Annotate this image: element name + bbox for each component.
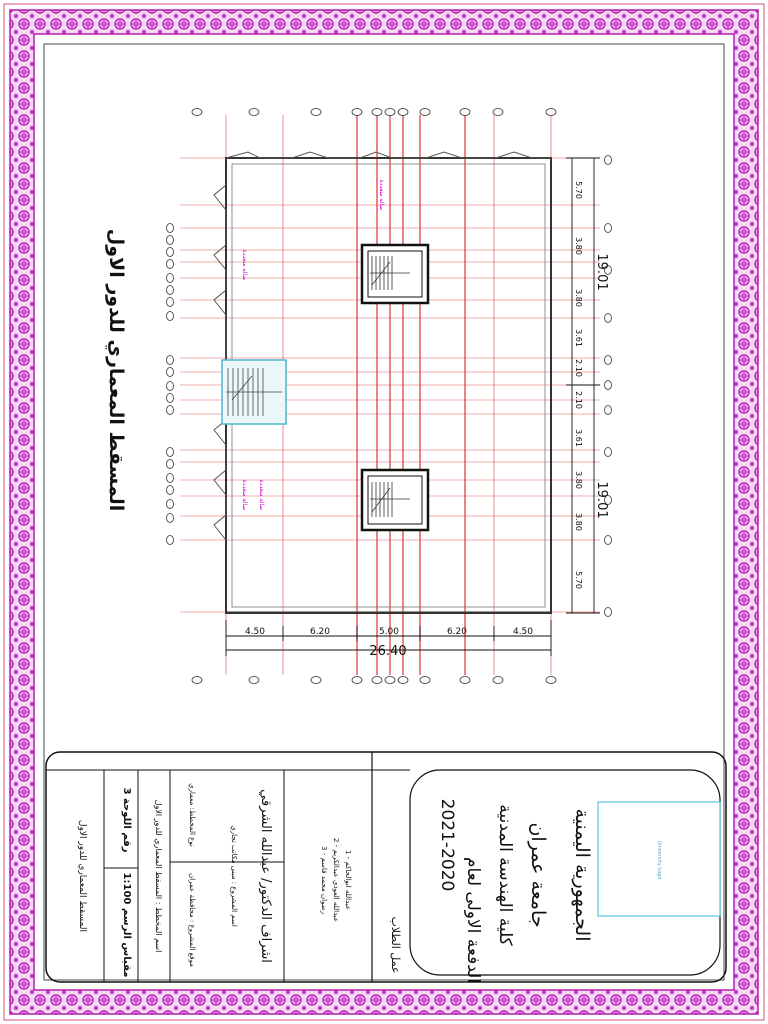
dim-right-span: 2.10 [574,359,583,377]
grid-bubble-right [605,448,612,457]
stair-core-upper [362,245,428,303]
grid-bubble-top [420,109,430,116]
stair-core-lower [362,470,428,530]
drawing-name: اسم المخطط : المسقط المعماري للدور الاول [154,799,163,953]
grid-bubble-bottom [460,677,470,684]
grid-bubble-left [167,460,174,469]
grid-bubble-top [385,109,395,116]
supervisor: اشراف الدكتور/ عبدالله الشرقي [258,789,273,963]
student-1: 1 - عبدالله ابوالحاكم [344,849,352,911]
grid-bubble-right [605,381,612,390]
grid-bubble-bottom [493,677,503,684]
grid-bubble-left [167,514,174,523]
student-2: 2 - عبدالله العوذي عبدالكريم [332,837,340,923]
footer-caption: المسقط المعماري للدور الاول [77,820,87,932]
dim-right-span: 2.10 [574,391,583,409]
grid-bubble-top [311,109,321,116]
student-3: 3 - رضوان محمد قاسم [320,846,328,914]
university-line-2: جامعة عمران [527,822,549,928]
grid-bubble-left [167,312,174,321]
dim-bottom-span-3: 5.00 [378,627,400,637]
grid-bubble-left [167,474,174,483]
university-line-3: كلية الهندسة المدنية [495,804,515,946]
grid-bubble-bottom [249,677,259,684]
grid-bubble-top [460,109,470,116]
grid-bubble-bottom [398,677,408,684]
room-label-2: صالة متعددة [241,249,248,281]
room-label-3: صالة متعددة [241,479,248,511]
grid-bubble-bottom [420,677,430,684]
dim-bottom-span-1: 4.50 [244,627,266,637]
dim-right-span: 3.80 [574,513,583,531]
dim-right-span: 3.80 [574,289,583,307]
dim-right-overall-bottom: 19.01 [594,481,609,519]
drawing-type: نوع المخطط: معماري [188,783,196,847]
university-line-5: 2021-2020 [437,798,457,892]
grid-bubble-top [352,109,362,116]
university-line-4: الدفعة الاولى لعام [463,856,483,984]
grid-bubble-bottom [192,677,202,684]
students-heading: عمل الطلاب [389,916,402,974]
grid-bubble-left [167,260,174,269]
grid-bubble-left [167,406,174,415]
grid-bubble-right [605,156,612,165]
grid-bubble-right [605,536,612,545]
grid-bubble-top [398,109,408,116]
grid-bubble-left [167,248,174,257]
grid-bubble-left [167,356,174,365]
grid-bubble-left [167,368,174,377]
stair-side [222,360,286,424]
grid-bubble-bottom [311,677,321,684]
grid-bubble-bottom [546,677,556,684]
grid-bubble-left [167,224,174,233]
grid-bubble-left [167,486,174,495]
room-label-4: صالة متعددة [258,479,265,511]
grid-bubble-bottom [385,677,395,684]
grid-bubble-left [167,382,174,391]
dim-right-overall-top: 19.01 [594,253,609,291]
dim-right-span: 3.61 [574,329,583,347]
grid-bubble-top [372,109,382,116]
dim-bottom-span-5: 4.50 [512,627,534,637]
grid-bubble-left [167,298,174,307]
grid-bubble-top [546,109,556,116]
grid-bubble-left [167,500,174,509]
dim-right-span: 5.70 [574,181,583,199]
grid-bubble-right [605,608,612,617]
university-line-1: الجمهورية اليمنية [571,808,593,942]
grid-bubble-left [167,274,174,283]
dim-bottom-span-2: 6.20 [309,627,331,637]
dim-right-span: 3.61 [574,429,583,447]
drawing-title: المسقط المعماري للدور الاول [105,228,127,512]
grid-bubble-right [605,224,612,233]
dim-bottom-span-4: 6.20 [446,627,468,637]
scale: مقياس الرسم 1:100 [121,872,132,978]
grid-bubble-right [605,356,612,365]
grid-bubble-left [167,286,174,295]
grid-bubble-bottom [372,677,382,684]
logo-box-text: University Logo [656,840,662,880]
dim-bottom-overall: 26.40 [369,644,407,659]
grid-bubble-left [167,536,174,545]
project-location: موقع المشروع : محافظة عمران [188,873,196,967]
grid-bubble-right [605,314,612,323]
grid-bubble-top [493,109,503,116]
grid-bubble-left [167,448,174,457]
dim-right-span: 3.80 [574,237,583,255]
grid-bubble-right [605,406,612,415]
grid-bubble-bottom [352,677,362,684]
grid-bubble-top [249,109,259,116]
dim-right-span: 3.80 [574,471,583,489]
grid-bubble-top [192,109,202,116]
grid-bubble-left [167,236,174,245]
grid-bubble-left [167,394,174,403]
sheet-number: رقم اللوحة 3 [121,787,132,853]
room-label-1: صالة متعددة [378,179,385,211]
dim-right-span: 5.70 [574,571,583,589]
project-name: اسم المشروع : مبنى مكاتب تجاري [230,825,238,927]
